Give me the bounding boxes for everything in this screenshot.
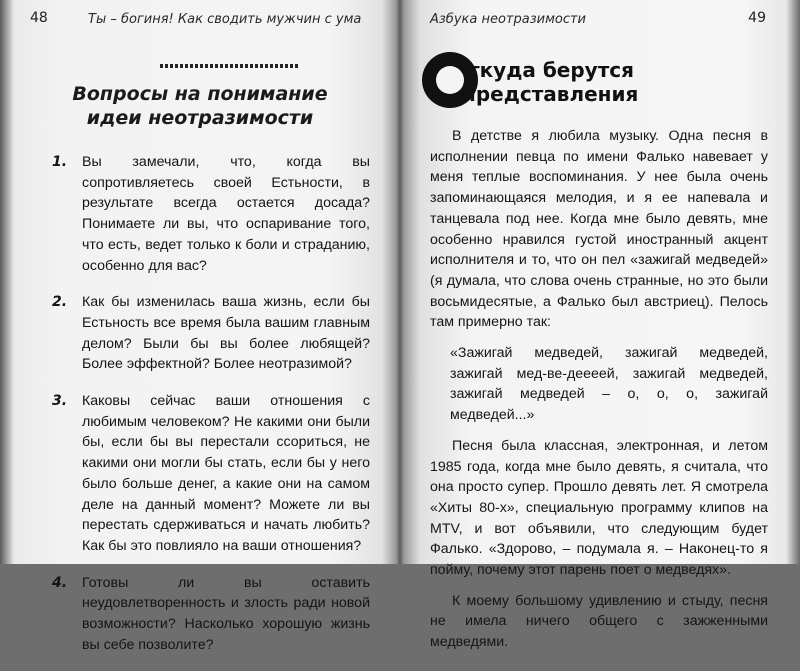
- question-text: Вы замечали, что, когда вы сопротивляетесь своей Естьности, в результате всегда остается досада? Понимаете ли вы, что оспаривание того, что есть, ведет только к боли и страданию, особенно для вас?: [82, 154, 370, 274]
- section-title: [60, 82, 340, 130]
- question-item: [52, 292, 370, 375]
- page-number-right: 49: [748, 10, 766, 26]
- question-number: 4.: [52, 574, 68, 591]
- section-ornament: [160, 64, 300, 68]
- question-number: 3.: [52, 393, 68, 410]
- question-text: Как бы изменилась ваша жизнь, если бы Естьность все время была вашим главным делом? Были бы вы более любящей? Более эффектной? Более неотразимой?: [82, 294, 370, 373]
- section-title-line-2: идеи неотразимости: [86, 107, 314, 129]
- question-item: [52, 573, 370, 656]
- question-text: Готовы ли вы оставить неудовлетворенность и злость ради новой возможности? Насколько хорошую жизнь вы себе позволите?: [82, 574, 370, 653]
- section-title-line-1: Вопросы на понимание: [72, 83, 328, 105]
- question-item: [52, 152, 370, 276]
- question-item: [52, 391, 370, 557]
- questions-list: [52, 152, 370, 671]
- chapter-title-line-2: представления: [462, 82, 639, 106]
- running-head-left: Ты – богиня! Как сводить мужчин с ума: [88, 12, 362, 27]
- chapter-body: [430, 126, 768, 663]
- body-paragraph: К моему большому удивлению и стыду, песня не имела ничего общего с зажженными медведями.: [430, 592, 768, 651]
- question-number: 2.: [52, 294, 68, 311]
- right-page: [400, 0, 800, 651]
- question-text: Каковы сейчас ваши отношения с любимым человеком? Не какими они были бы, если бы вы перестали ссориться, не какими они могли бы стать, если бы у него было больше денег, а какие они на самом деле на данный момент? Можете ли вы перестать сдерживаться и начать любить? Как бы это повлияло на ваши отношения?: [82, 393, 370, 554]
- body-paragraph: Песня была классная, электронная, и летом 1985 года, когда мне было девять, я считала, что она просто супер. Прошло девять лет. Я смотрела «Хиты 80-х», специальную программу клипов на MTV, и вот объявили, что следующим будет Фалько. «Здорово, – подумала я. – Наконец-то я пойму, почему этот парень поет о медведях».: [430, 437, 768, 579]
- left-page: [0, 0, 400, 653]
- chapter-title-line-1: ткуда берутся: [468, 58, 634, 82]
- chapter-title: [422, 52, 752, 114]
- page-number-left: 48: [30, 10, 48, 26]
- question-number: 1.: [52, 154, 68, 170]
- running-head-right: Азбука неотразимости: [430, 12, 586, 27]
- body-paragraph: В детстве я любила музыку. Одна песня в исполнении певца по имени Фалько навевает у меня теплые воспоминания. У нее была очень запоминающаяся мелодия, и я ее напевала и танцевала под нее. Когда мне было девять, мне особенно нравился густой иностранный акцент исполнителя и то, что он пел «зажигай медведей» (я думала, что слова очень странные, но это были восьмидесятые, а Фалько был австриец). Пелось там примерно так:: [430, 128, 768, 331]
- lyrics-quote: «Зажигай медведей, зажигай медведей, зажигай мед-ве-деееей, зажигай медведей, зажигай медведей – о, о, о, зажигай медведей...»: [450, 345, 768, 424]
